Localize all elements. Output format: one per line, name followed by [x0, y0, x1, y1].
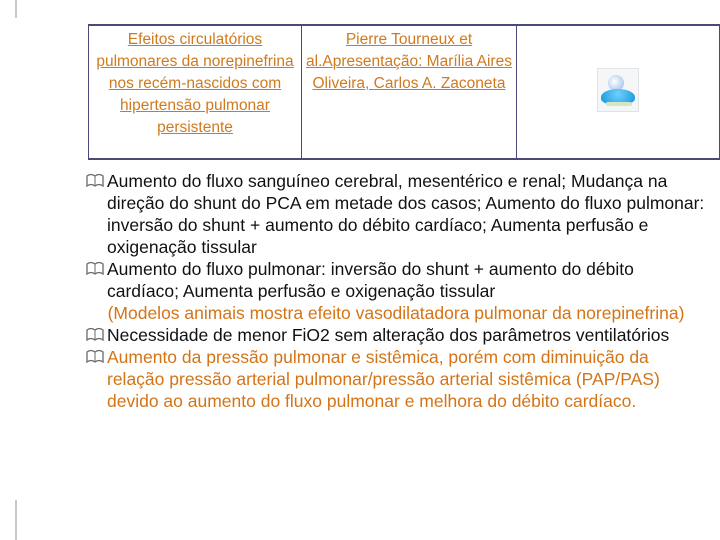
bullet-list: [86, 170, 706, 412]
authors-cell[interactable]: [302, 25, 517, 159]
reference-row: [89, 25, 720, 159]
book-bullet-icon: [86, 349, 104, 363]
list-item-text: Aumento do fluxo sanguíneo cerebral, mesentérico e renal; Mudança na direção do shunt do PCA em metade dos casos; Aumento do fluxo pulmonar: inversão do shunt + aumento do débito cardíaco; Aumenta perfusão e oxigenação tissular: [107, 171, 705, 257]
image-cell: [517, 25, 720, 159]
list-item: [86, 258, 706, 302]
authors-link[interactable]: Pierre Tourneux et al.Apresentação: Marília Aires Oliveira, Carlos A. Zaconeta: [306, 31, 512, 92]
article-title-cell[interactable]: [89, 25, 302, 159]
list-item-text: Aumento da pressão pulmonar e sistêmica, porém com diminuição da relação pressão arterial pulmonar/pressão arterial sistêmica (PAP/PAS) devido ao aumento do fluxo pulmonar e melhora do débito cardíaco.: [107, 347, 660, 411]
reference-table: [88, 24, 720, 160]
list-item: [86, 170, 706, 258]
book-bullet-icon: [86, 327, 104, 341]
decorative-line-top: [15, 0, 17, 18]
decorative-line-bottom: [15, 500, 17, 540]
article-title-link[interactable]: Efeitos circulatórios pulmonares da norepinefrina nos recém-nascidos com hipertensão pulmonar persistente: [96, 31, 294, 136]
book-bullet-icon: [86, 173, 104, 187]
list-item: [86, 346, 706, 412]
list-item: [86, 324, 706, 346]
image-placeholder-icon: [597, 68, 639, 112]
list-item-text: Necessidade de menor FiO2 sem alteração dos parâmetros ventilatórios: [107, 325, 670, 345]
list-item-text: Aumento do fluxo pulmonar: inversão do shunt + aumento do débito cardíaco; Aumenta perfusão e oxigenação tissular: [107, 259, 634, 301]
animal-models-note: (Modelos animais mostra efeito vasodilatadora pulmonar da norepinefrina): [107, 303, 685, 323]
book-bullet-icon: [86, 261, 104, 275]
